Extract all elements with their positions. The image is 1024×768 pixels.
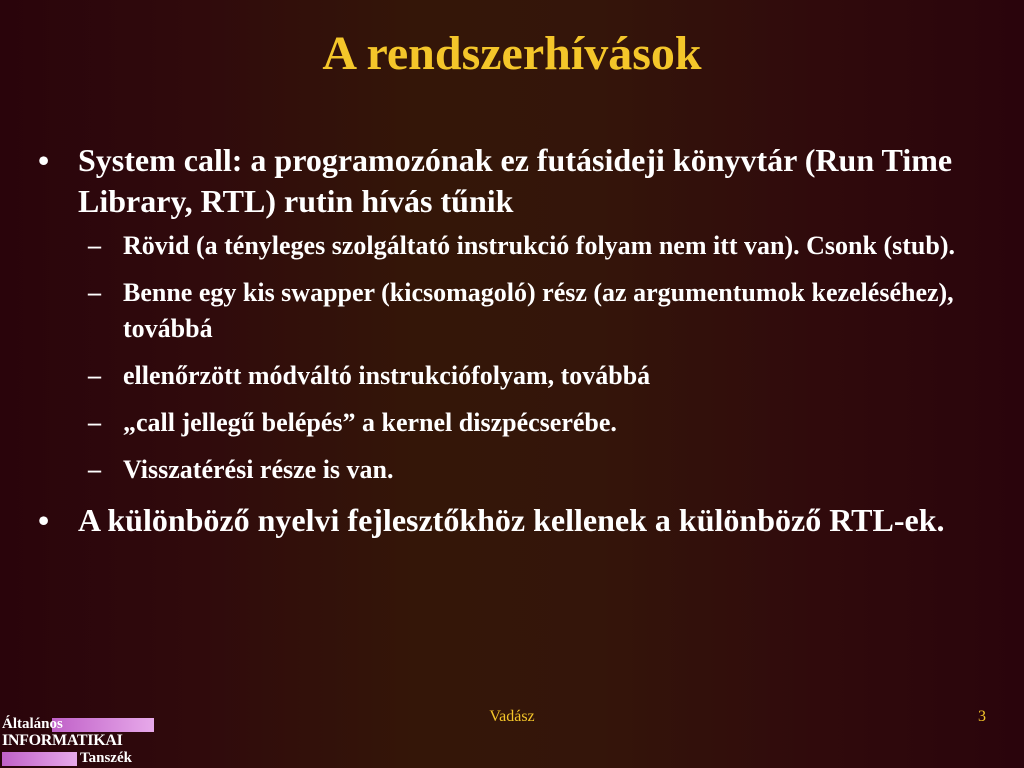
sub-bullet-marker: – <box>88 408 101 437</box>
slide-content <box>38 140 988 547</box>
bullet-marker: • <box>38 142 50 178</box>
logo-line-3: Tanszék <box>80 750 132 766</box>
logo-bar-bottom <box>2 752 77 766</box>
slide-title: A rendszerhívások <box>322 27 702 80</box>
sub-bullet-1 <box>38 228 988 264</box>
sub-bullet-text: ellenőrzött módváltó instrukciófolyam, továbbá <box>123 361 651 390</box>
footer-author: Vadász <box>489 708 535 725</box>
sub-bullet-text: Visszatérési része is van. <box>123 455 394 484</box>
sub-bullet-marker: – <box>88 361 101 390</box>
bullet-text: System call: a programozónak ez futásideji könyvtár (Run Time Library, RTL) rutin hívás tűnik <box>78 142 953 219</box>
sub-bullet-text: Benne egy kis swapper (kicsomagoló) rész (az argumentumok kezeléséhez), továbbá <box>123 278 954 343</box>
bullet-1 <box>38 140 988 222</box>
logo-line-2: INFORMATIKAI <box>2 732 123 749</box>
sub-bullet-3 <box>38 358 988 394</box>
sub-bullet-4 <box>38 405 988 441</box>
bullet-text: A különböző nyelvi fejlesztőkhöz kellenek a különböző RTL-ek. <box>78 502 945 538</box>
logo-bar-top <box>52 718 154 732</box>
sub-bullet-list <box>38 228 988 488</box>
department-logo <box>2 715 154 767</box>
sub-bullet-text: Rövid (a tényleges szolgáltató instrukció folyam nem itt van). Csonk (stub). <box>123 231 955 260</box>
sub-bullet-marker: – <box>88 231 101 260</box>
page-number: 3 <box>978 708 986 725</box>
sub-bullet-marker: – <box>88 455 101 484</box>
bullet-marker: • <box>38 502 50 538</box>
bullet-2 <box>38 500 988 541</box>
sub-bullet-5 <box>38 452 988 488</box>
sub-bullet-2 <box>38 275 988 347</box>
sub-bullet-marker: – <box>88 278 101 307</box>
logo-line-1: Általános <box>2 716 63 732</box>
sub-bullet-text: „call jellegű belépés” a kernel diszpécserébe. <box>123 408 617 437</box>
